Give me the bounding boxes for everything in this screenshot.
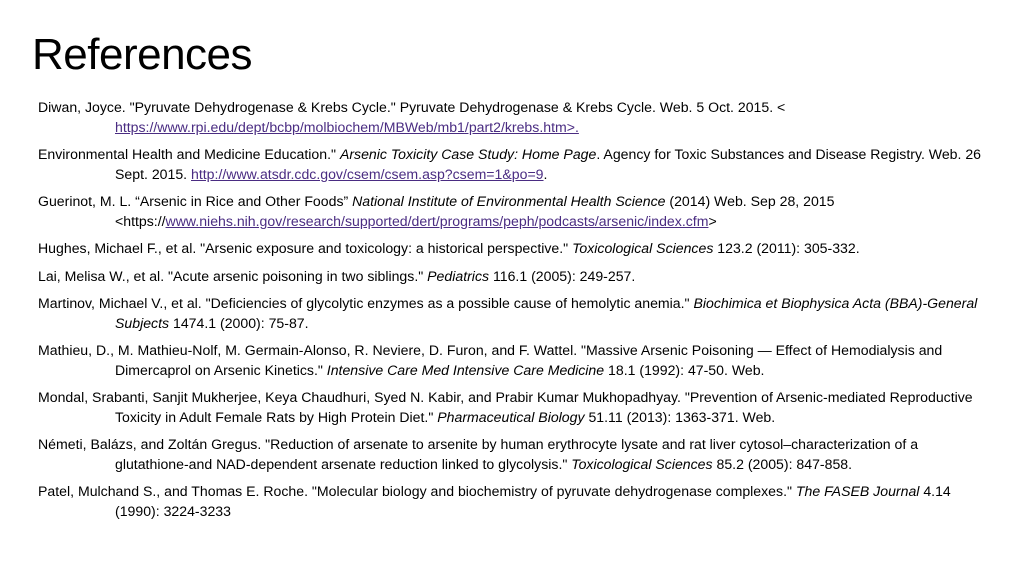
reference-item-martinov — [38, 294, 986, 333]
reference-text: 123.2 (2011): 305-332. — [713, 240, 860, 256]
reference-text: 4.14 (1990): 3224-3233 — [115, 483, 951, 519]
reference-item-nemeti — [38, 435, 986, 474]
reference-italic-title: Pharmaceutical Biology — [437, 408, 585, 425]
slide-title: References — [32, 30, 253, 79]
reference-text: Diwan, Joyce. "Pyruvate Dehydrogenase & Krebs Cycle." Pyruvate Dehydrogenase & Krebs Cycle. Web. 5 Oct. 2015. < — [38, 99, 786, 115]
reference-text: Patel, Mulchand S., and Thomas E. Roche. "Molecular biology and biochemistry of pyruvate dehydrogenase complexes." — [38, 483, 796, 499]
reference-item-lai — [38, 267, 986, 287]
reference-text: Hughes, Michael F., et al. "Arsenic exposure and toxicology: a historical perspective." — [38, 240, 573, 256]
reference-list — [38, 98, 986, 529]
reference-item-mathieu — [38, 341, 986, 380]
reference-item-mondal — [38, 388, 986, 427]
reference-text: Environmental Health and Medicine Education." — [38, 146, 340, 162]
reference-text: Lai, Melisa W., et al. "Acute arsenic poisoning in two siblings." — [38, 267, 428, 284]
reference-item-patel — [38, 482, 986, 521]
reference-italic-title: Toxicological Sciences — [572, 240, 714, 256]
reference-text: 85.2 (2005): 847-858. — [712, 455, 853, 472]
reference-link[interactable]: www.niehs.nih.gov/research/supported/dert/programs/peph/podcasts/arsenic/index.cfm — [165, 212, 709, 229]
reference-italic-title: National Institute of Environmental Health Science — [352, 193, 666, 209]
reference-text: Mathieu, D., M. Mathieu-Nolf, M. Germain-Alonso, R. Neviere, D. Furon, and F. Wattel. "Massive Arsenic Poisoning — Effect of Hemodialysis and Dimercaprol on Arsenic Kinetics." — [38, 342, 943, 378]
reference-text: 116.1 (2005): 249-257. — [489, 267, 636, 284]
reference-item-hughes — [38, 239, 986, 259]
reference-text: (2014) Web. Sep 28, 2015 <https:// — [115, 193, 835, 229]
reference-item-diwan — [38, 98, 986, 137]
reference-italic-title: The FASEB Journal — [795, 483, 920, 499]
reference-text: Mondal, Srabanti, Sanjit Mukherjee, Keya Chaudhuri, Syed N. Kabir, and Prabir Kumar Mukhopadhyay. "Prevention of Arsenic-mediated Reproductive Toxicity in Adult Female Rats by High Protein Diet." — [38, 389, 973, 425]
reference-italic-title: Arsenic Toxicity Case Study: Home Page — [339, 146, 597, 162]
reference-text: Guerinot, M. L. “Arsenic in Rice and Other Foods” — [38, 193, 353, 209]
reference-link[interactable]: https://www.rpi.edu/dept/bcbp/molbiochem/MBWeb/mb1/part2/krebs.htm>. — [115, 118, 579, 135]
reference-text: > — [708, 212, 717, 229]
reference-item-ehme — [38, 145, 986, 184]
reference-text: 1474.1 (2000): 75-87. — [169, 314, 309, 331]
reference-link[interactable]: http://www.atsdr.cdc.gov/csem/csem.asp?csem=1&po=9 — [191, 165, 544, 182]
reference-text: . Agency for Toxic Substances and Disease Registry. Web. 26 Sept. 2015. — [115, 146, 982, 182]
reference-text: 51.11 (2013): 1363-371. Web. — [584, 408, 776, 425]
reference-text: Martinov, Michael V., et al. "Deficiencies of glycolytic enzymes as a possible cause of hemolytic anemia." — [38, 295, 694, 311]
reference-text: . — [543, 165, 548, 182]
reference-text: 18.1 (1992): 47-50. Web. — [604, 361, 765, 378]
reference-italic-title: Pediatrics — [427, 267, 490, 284]
reference-item-guerinot — [38, 192, 986, 231]
reference-italic-title: Toxicological Sciences — [571, 455, 713, 472]
reference-text: Németi, Balázs, and Zoltán Gregus. "Reduction of arsenate to arsenite by human erythrocyte lysate and rat liver cytosol–characterization of a glutathione-and NAD-dependent arsenate reduction linked to glycolysis." — [38, 436, 919, 472]
reference-italic-title: Biochimica et Biophysica Acta (BBA)-General Subjects — [115, 295, 978, 331]
reference-italic-title: Intensive Care Med Intensive Care Medicine — [326, 361, 605, 378]
